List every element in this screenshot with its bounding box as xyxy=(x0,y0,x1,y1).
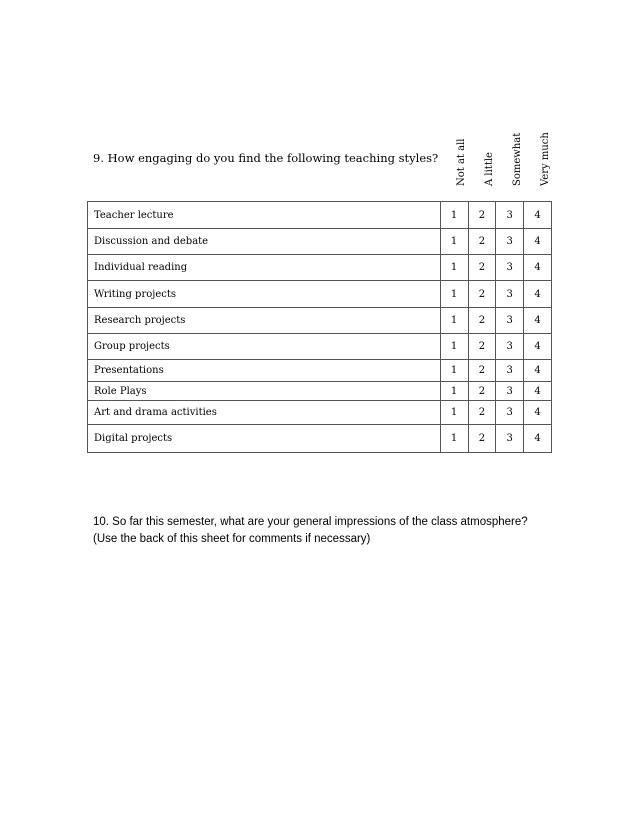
scale-header-somewhat xyxy=(504,120,523,186)
table-row xyxy=(88,382,552,401)
rating-option-1[interactable]: 1 xyxy=(440,202,468,229)
row-label: Discussion and debate xyxy=(88,229,441,255)
rating-option-1[interactable]: 1 xyxy=(440,308,468,334)
table-row xyxy=(88,202,552,229)
question-9-title: 9. How engaging do you find the following teaching styles? xyxy=(93,151,439,165)
table-row xyxy=(88,308,552,334)
rating-option-4[interactable]: 4 xyxy=(524,255,552,281)
row-label: Research projects xyxy=(88,308,441,334)
rating-option-4[interactable]: 4 xyxy=(524,382,552,401)
rating-option-4[interactable]: 4 xyxy=(524,308,552,334)
row-label: Individual reading xyxy=(88,255,441,281)
table-row xyxy=(88,401,552,425)
row-label: Art and drama activities xyxy=(88,401,441,425)
rating-option-3[interactable]: 3 xyxy=(496,308,524,334)
rating-option-1[interactable]: 1 xyxy=(440,334,468,360)
rating-option-2[interactable]: 2 xyxy=(468,401,496,425)
row-label: Writing projects xyxy=(88,281,441,308)
rating-option-4[interactable]: 4 xyxy=(524,202,552,229)
table-row xyxy=(88,334,552,360)
rating-option-2[interactable]: 2 xyxy=(468,202,496,229)
rating-option-3[interactable]: 3 xyxy=(496,334,524,360)
rating-option-2[interactable]: 2 xyxy=(468,308,496,334)
table-row xyxy=(88,229,552,255)
rating-option-1[interactable]: 1 xyxy=(440,229,468,255)
table-row xyxy=(88,255,552,281)
rating-option-3[interactable]: 3 xyxy=(496,360,524,382)
teaching-styles-table xyxy=(87,201,552,453)
rating-option-2[interactable]: 2 xyxy=(468,382,496,401)
rating-option-1[interactable]: 1 xyxy=(440,360,468,382)
scale-header-very-much xyxy=(532,120,551,186)
rating-option-1[interactable]: 1 xyxy=(440,255,468,281)
rating-option-2[interactable]: 2 xyxy=(468,255,496,281)
rating-option-4[interactable]: 4 xyxy=(524,360,552,382)
row-label: Group projects xyxy=(88,334,441,360)
rating-option-4[interactable]: 4 xyxy=(524,229,552,255)
scale-label: Very much xyxy=(540,132,551,186)
row-label: Role Plays xyxy=(88,382,441,401)
rating-option-1[interactable]: 1 xyxy=(440,382,468,401)
rating-option-2[interactable]: 2 xyxy=(468,360,496,382)
rating-option-3[interactable]: 3 xyxy=(496,382,524,401)
rating-option-3[interactable]: 3 xyxy=(496,229,524,255)
rating-option-2[interactable]: 2 xyxy=(468,281,496,308)
rating-option-2[interactable]: 2 xyxy=(468,334,496,360)
scale-label: Somewhat xyxy=(512,132,523,186)
row-label: Digital projects xyxy=(88,425,441,453)
table-row xyxy=(88,281,552,308)
rating-option-4[interactable]: 4 xyxy=(524,334,552,360)
rating-option-2[interactable]: 2 xyxy=(468,229,496,255)
rating-option-4[interactable]: 4 xyxy=(524,425,552,453)
rating-option-1[interactable]: 1 xyxy=(440,425,468,453)
scale-header-a-little xyxy=(476,120,495,186)
rating-option-3[interactable]: 3 xyxy=(496,401,524,425)
rating-option-3[interactable]: 3 xyxy=(496,202,524,229)
row-label: Presentations xyxy=(88,360,441,382)
rating-option-3[interactable]: 3 xyxy=(496,425,524,453)
scale-label: A little xyxy=(484,152,495,186)
table-row xyxy=(88,360,552,382)
scale-label: Not at all xyxy=(456,138,467,186)
rating-option-1[interactable]: 1 xyxy=(440,281,468,308)
rating-option-4[interactable]: 4 xyxy=(524,281,552,308)
question-10-text: 10. So far this semester, what are your general impressions of the class atmosphere? (Use the back of this sheet for comments if necessary) xyxy=(93,516,528,545)
scale-header-not-at-all xyxy=(448,120,467,186)
rating-option-1[interactable]: 1 xyxy=(440,401,468,425)
row-label: Teacher lecture xyxy=(88,202,441,229)
rating-option-3[interactable]: 3 xyxy=(496,255,524,281)
rating-option-4[interactable]: 4 xyxy=(524,401,552,425)
rating-option-3[interactable]: 3 xyxy=(496,281,524,308)
rating-option-2[interactable]: 2 xyxy=(468,425,496,453)
table-row xyxy=(88,425,552,453)
